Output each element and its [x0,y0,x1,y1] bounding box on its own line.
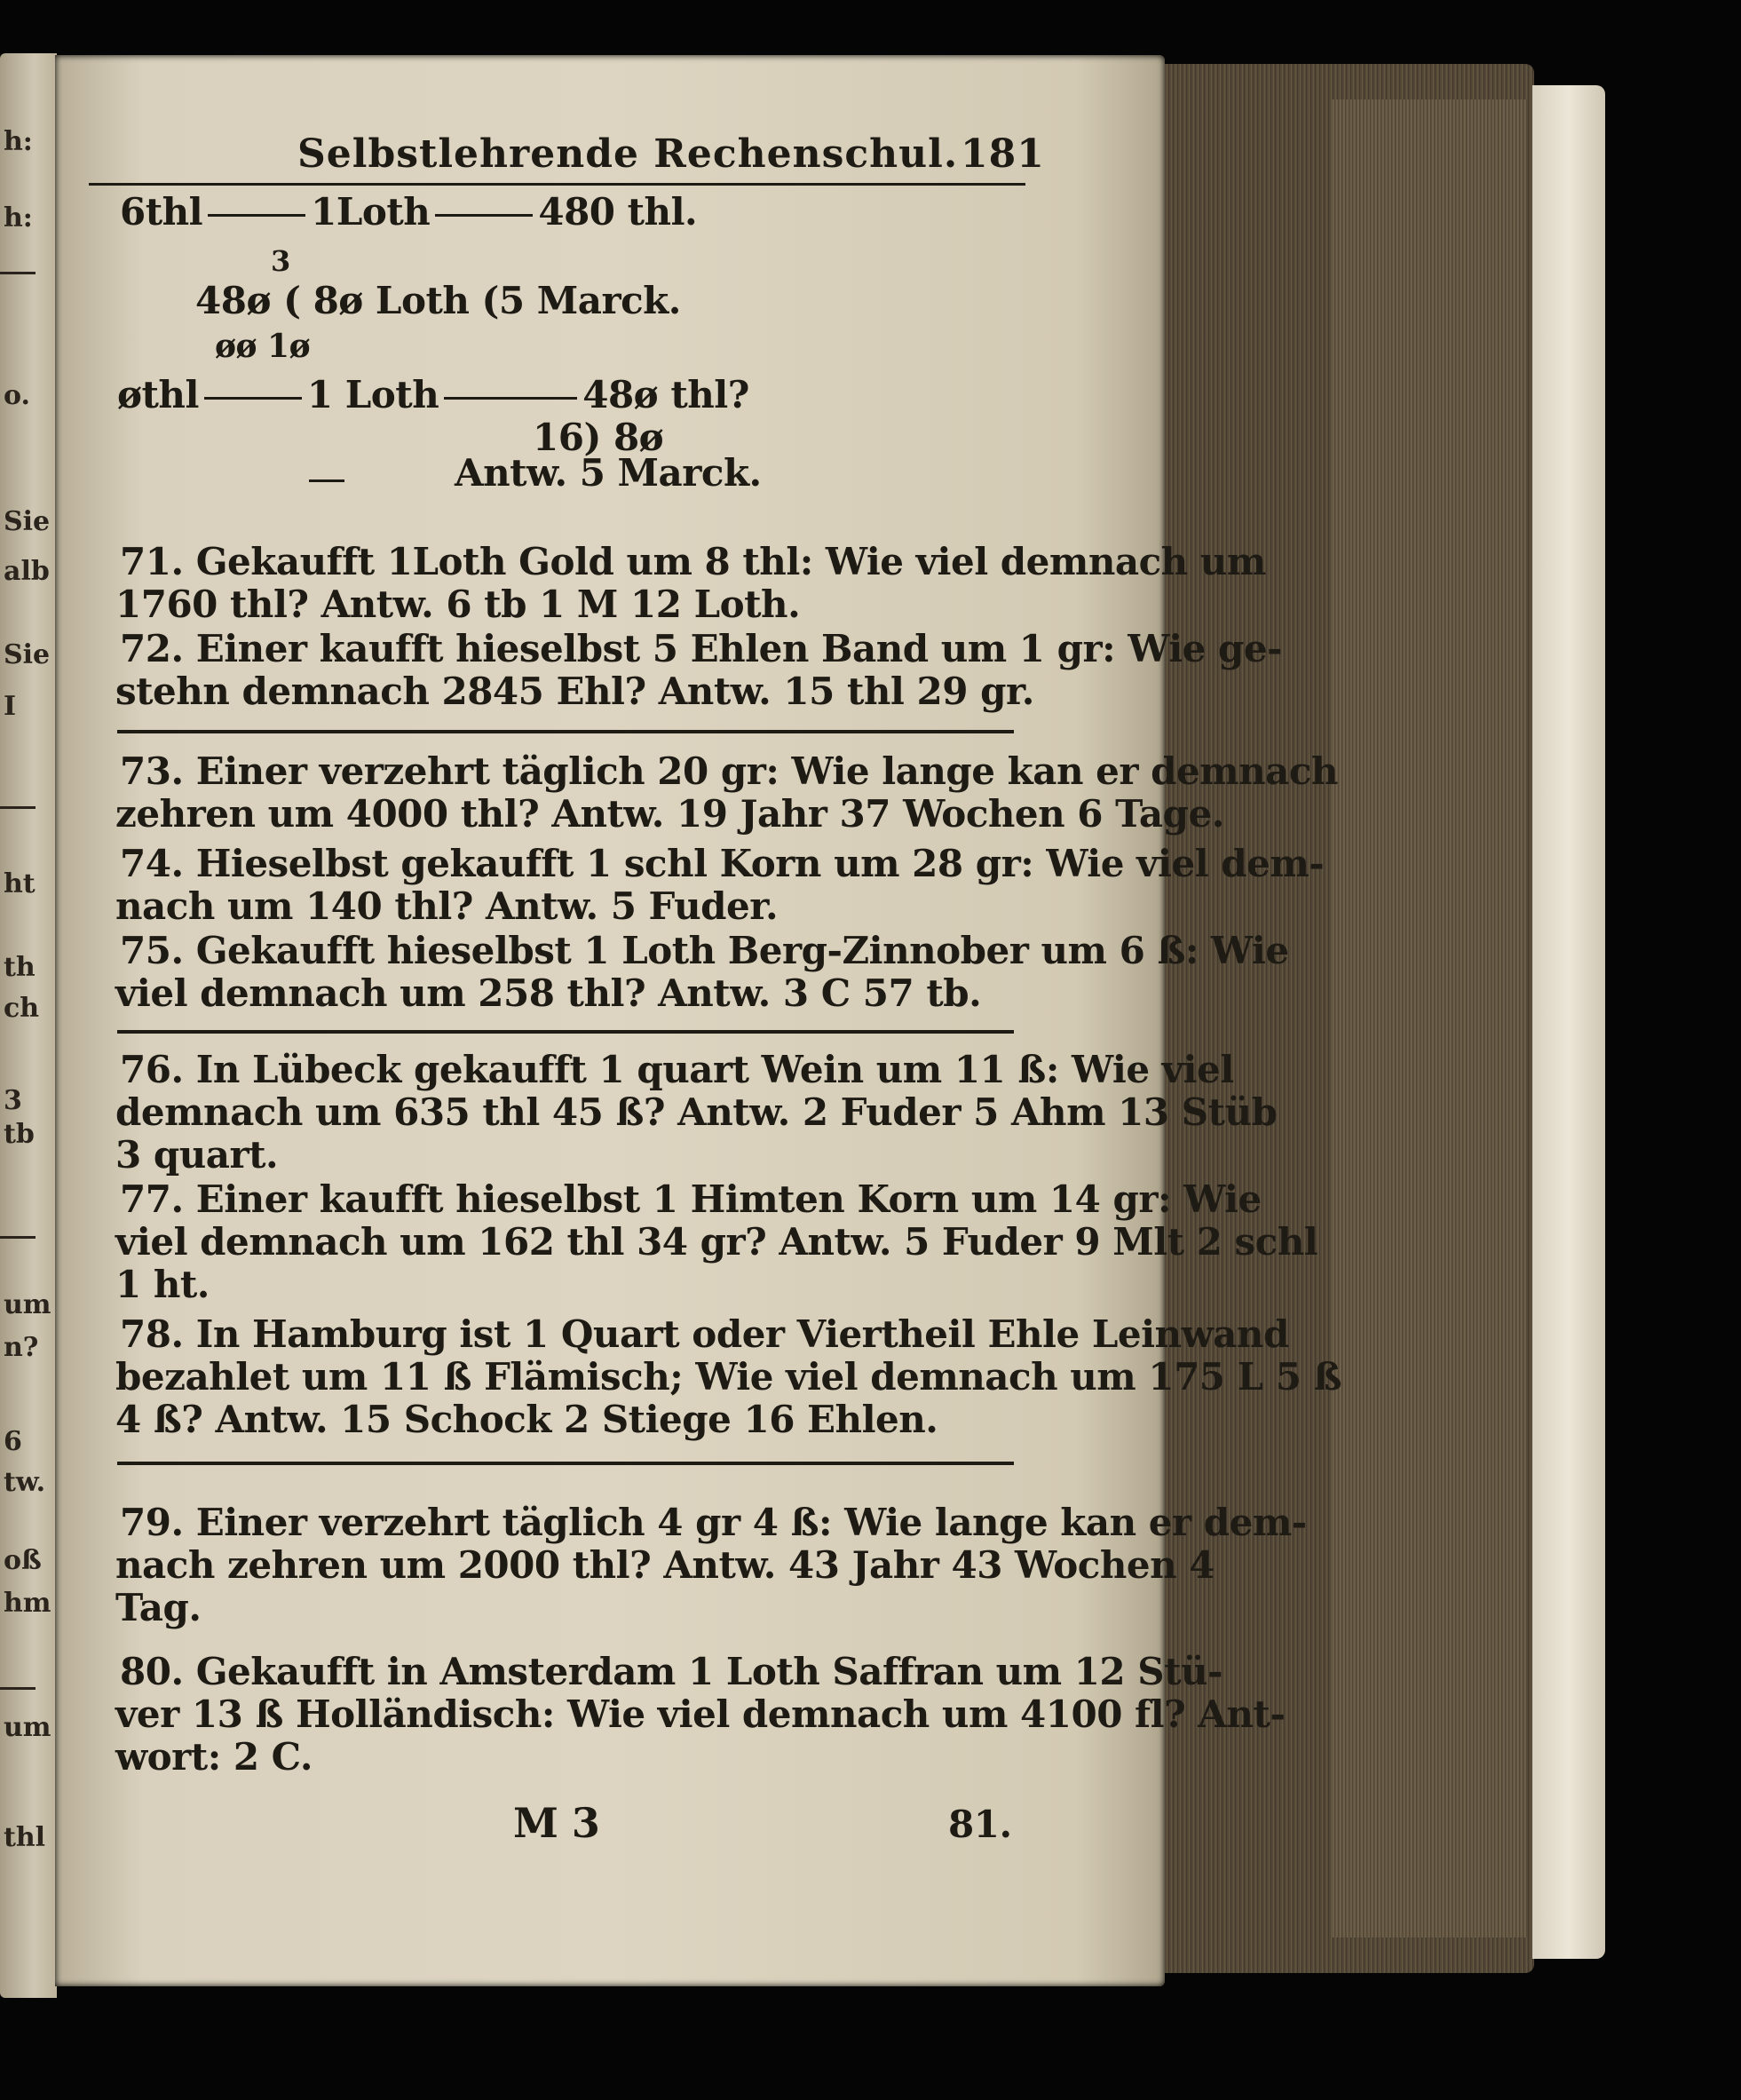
margin-fragment: thl [4,1822,46,1853]
margin-fragment: 3 [4,1085,22,1116]
problem-79-line-2: nach zehren um 2000 thl? Antw. 43 Jahr 43 Wochen 4 [115,1543,1215,1587]
margin-fragment: Sie [4,639,51,670]
margin-fragment: tw. [4,1467,46,1498]
problem-78-line-1: 78. In Hamburg ist 1 Quart oder Viertheil Ehle Leinwand [120,1312,1289,1356]
margin-fragment: hm [4,1588,51,1619]
problem-77-line-3: 1 ht. [115,1263,210,1306]
calc-value: 6thl [120,190,203,234]
margin-fragment: th [4,952,36,983]
problem-80-line-2: ver 13 ß Holländisch: Wie viel demnach um 4100 fl? Ant- [115,1692,1286,1736]
calc-small-digit: 3 [271,244,290,278]
running-title: Selbstlehrende Rechenschul. [297,131,959,177]
problem-74-line-2: nach um 140 thl? Antw. 5 Fuder. [115,884,779,928]
calc-dash [435,214,533,217]
margin-fragment: alb [4,556,50,587]
calc-value: 1Loth [311,190,431,234]
calc-value: 480 thl. [538,190,698,234]
margin-rule [0,806,36,809]
signature-mark: M 3 [513,1799,600,1847]
calc-dash-mark [309,479,344,482]
problem-71-line-1: 71. Gekaufft 1Loth Gold um 8 thl: Wie viel demnach um [120,540,1266,583]
header-rule [89,183,1025,186]
problem-75-line-2: viel demnach um 258 thl? Antw. 3 C 57 tb. [115,971,982,1015]
problem-75-line-1: 75. Gekaufft hieselbst 1 Loth Berg-Zinnober um 6 ß: Wie [120,929,1289,972]
margin-rule [0,1687,36,1690]
problem-79-line-1: 79. Einer verzehrt täglich 4 gr 4 ß: Wie lange kan er dem- [120,1501,1307,1544]
problem-73-line-1: 73. Einer verzehrt täglich 20 gr: Wie lange kan er demnach [120,749,1338,793]
problem-77-line-2: viel demnach um 162 thl 34 gr? Antw. 5 Fuder 9 Mlt 2 schl [115,1220,1318,1264]
problem-80-line-3: wort: 2 C. [115,1735,313,1779]
margin-fragment: ht [4,868,36,899]
calc-line-5: 16) 8ø [533,416,664,459]
section-rule [117,1462,1014,1465]
problem-73-line-2: zehren um 4000 thl? Antw. 19 Jahr 37 Wochen 6 Tage. [115,792,1224,836]
page-number: 181 [961,131,1045,177]
calc-line-3: øø 1ø [215,328,311,365]
section-rule [117,730,1014,733]
problem-76-line-1: 76. In Lübeck gekaufft 1 quart Wein um 11 ß: Wie viel [120,1048,1234,1091]
calc-line-2: 48ø ( 8ø Loth (5 Marck. [195,279,681,322]
page-block-edges-inner [1332,99,1527,1938]
calc-line-1 [120,190,698,234]
calc-value: 48ø thl? [582,373,749,416]
calc-answer: Antw. 5 Marck. [455,451,762,495]
margin-fragment: ch [4,993,40,1024]
problem-79-line-3: Tag. [115,1586,202,1629]
problem-74-line-1: 74. Hieselbst gekaufft 1 schl Korn um 28 gr: Wie viel dem- [120,842,1325,885]
margin-fragment: 6 [4,1426,22,1457]
margin-fragment: um [4,1712,51,1743]
problem-72-line-1: 72. Einer kaufft hieselbst 5 Ehlen Band um 1 gr: Wie ge- [120,627,1283,670]
margin-fragment: oß [4,1545,42,1576]
calc-value: 1 Loth [306,373,439,416]
problem-76-line-2: demnach um 635 thl 45 ß? Antw. 2 Fuder 5 Ahm 13 Stüb [115,1090,1278,1134]
section-rule [117,1030,1014,1034]
problem-77-line-1: 77. Einer kaufft hieselbst 1 Himten Korn um 14 gr: Wie [120,1177,1262,1221]
problem-71-line-2: 1760 thl? Antw. 6 tb 1 M 12 Loth. [115,582,801,626]
calc-line-4 [117,373,749,416]
margin-fragment: h: [4,202,33,234]
margin-fragment: o. [4,380,30,411]
problem-78-line-2: bezahlet um 11 ß Flämisch; Wie viel demnach um 175 L 5 ß [115,1355,1342,1399]
problem-72-line-2: stehn demnach 2845 Ehl? Antw. 15 thl 29 gr. [115,670,1034,713]
margin-fragment: I [4,691,17,722]
margin-fragment: h: [4,126,33,157]
left-page-edge [0,53,57,1998]
problem-80-line-1: 80. Gekaufft in Amsterdam 1 Loth Saffran um 12 Stü- [120,1650,1223,1693]
calc-dash [208,214,305,217]
margin-fragment: tb [4,1119,35,1150]
margin-rule [0,1236,36,1239]
problem-76-line-3: 3 quart. [115,1133,279,1177]
margin-fragment: um [4,1289,51,1320]
problem-78-line-3: 4 ß? Antw. 15 Schock 2 Stiege 16 Ehlen. [115,1398,938,1441]
margin-fragment: Sie [4,506,51,537]
calc-dash [204,397,302,400]
calc-dash [444,397,577,400]
margin-rule [0,272,36,274]
book-cover-edge [1532,85,1605,1959]
margin-fragment: n? [4,1332,39,1363]
calc-value: øthl [117,373,199,416]
catchword: 81. [948,1803,1012,1846]
